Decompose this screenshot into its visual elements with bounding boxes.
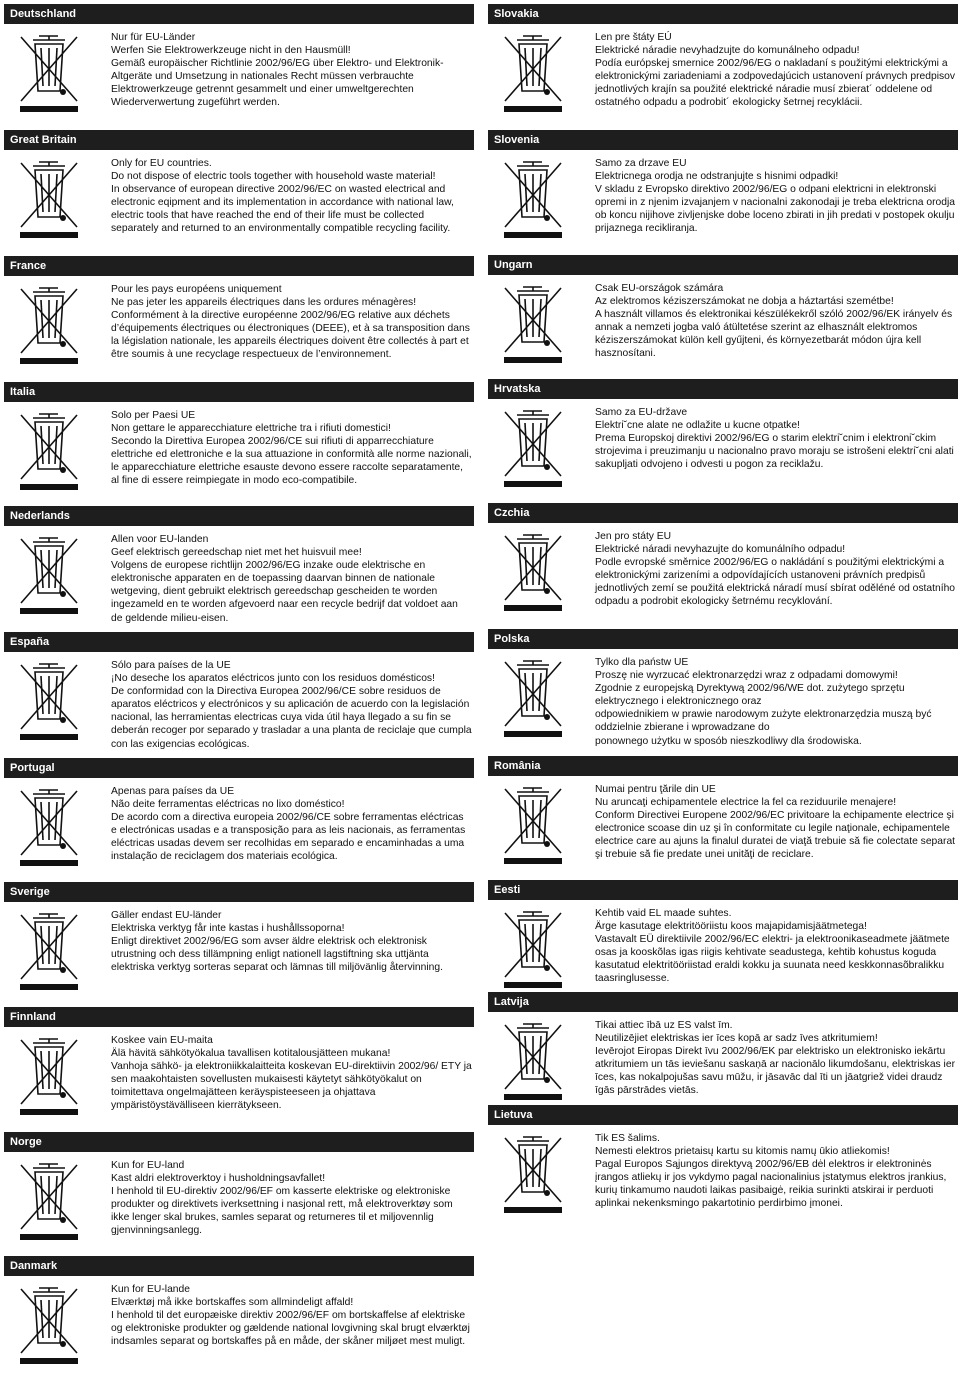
section-deutschland bbox=[4, 4, 474, 130]
notice-scope: Tylko dla państw UE bbox=[595, 657, 689, 668]
notice-scope: Kun for EU-land bbox=[111, 1160, 185, 1171]
notice-text bbox=[111, 1283, 472, 1348]
notice-scope: Gäller endast EU-länder bbox=[111, 910, 222, 921]
notice-text bbox=[111, 409, 472, 488]
notice-text bbox=[595, 783, 956, 862]
crossed-out-wheelie-bin-icon bbox=[16, 283, 82, 365]
country-header: Czchia bbox=[488, 503, 958, 523]
crossed-out-wheelie-bin-icon bbox=[500, 1132, 566, 1214]
section-body bbox=[4, 902, 474, 1007]
crossed-out-wheelie-bin-icon bbox=[16, 659, 82, 741]
section-polska bbox=[488, 629, 958, 756]
crossed-out-wheelie-bin-icon bbox=[16, 533, 82, 615]
section-body bbox=[4, 1152, 474, 1256]
section-body bbox=[4, 1276, 474, 1382]
country-header: France bbox=[4, 256, 474, 276]
notice-scope: Sólo para países de la UE bbox=[111, 660, 231, 671]
section-latvija bbox=[488, 992, 958, 1105]
notice-warning: Non gettare le apparecchiature elettriche tra i rifiuti domestici! bbox=[111, 423, 391, 435]
notice-directive: Zgodnie z europejską Dyrektywą 2002/96/WE dot. zużytego sprzętu elektrycznego i elektronicznego oraz bbox=[595, 683, 905, 708]
country-header: Norge bbox=[4, 1132, 474, 1152]
notice-directive: De conformidad con la Directiva Europea 2002/96/CE sobre residuos de aparatos eléctricos y electrónicos y su aplicación de acuerdo con la legislación nacional, las herramientas electricas cuya vida útil haya llegado a su fin se deberán recoger por separado y trasladar a una planta de reciclaje que cumpla con las exigencias ecológicas. bbox=[111, 686, 472, 750]
notice-warning: Nemesti elektros prietaisų kartu su kitomis namų ūkio atliekomis! bbox=[595, 1146, 890, 1158]
country-header: Great Britain bbox=[4, 130, 474, 150]
notice-warning: Não deite ferramentas eléctricas no lixo doméstico! bbox=[111, 799, 345, 811]
section-body bbox=[488, 523, 958, 629]
section-espana bbox=[4, 632, 474, 758]
crossed-out-wheelie-bin-icon bbox=[500, 530, 566, 612]
notice-directive: Conformément à la directive européenne 2002/96/EG relative aux déchets d’équipements électriques ou électroniques (DEEE), et à sa transposition dans la législation nationale, les appareils électriques doivent être collectés à part et être soumis à une recyclage respectueux de l’environnement. bbox=[111, 310, 470, 361]
notice-directive: Podía európskej smernice 2002/96/EG o nakladaní s použitými elektrickými a elektronickými zariadeniami a zodpovedajúcich ustanovení právnych predpisov jednotlivých krajín sa použité elektrické náradie musí zbierat´ oddelene od ostatného odpadu a podrobit´ ekologicky šetrnej recyklácii. bbox=[595, 58, 956, 109]
crossed-out-wheelie-bin-icon bbox=[500, 282, 566, 364]
notice-text bbox=[595, 282, 956, 361]
notice-directive: odpowiednikiem w prawie narodowym zużyte elektronarzędzia muszą być oddzielnie zbierane i wprowadzane do bbox=[595, 709, 932, 734]
notice-warning: Proszę nie wyrzucać elektronarzędzi wraz z odpadami domowymi! bbox=[595, 670, 898, 682]
section-body bbox=[488, 776, 958, 880]
section-body bbox=[4, 1027, 474, 1132]
notice-warning: ¡No deseche los aparatos eléctricos junto con los residuos domésticos! bbox=[111, 673, 435, 685]
section-nederlands bbox=[4, 506, 474, 632]
notice-scope: Apenas para países da UE bbox=[111, 786, 235, 797]
country-header: Finnland bbox=[4, 1007, 474, 1027]
section-body bbox=[4, 778, 474, 882]
notice-directive: Podle evropské směrnice 2002/96/EG o nakládání s použitými elektrickými a elektronickými zarizeními a odpovídajících ustanoveni právních predpisů jednotlivých zemí se použitá elektrická náradí musí sbírat oděléné od ostatního odpadu a podrobit ekologicky šetrnému recyklování. bbox=[595, 557, 956, 608]
section-body bbox=[488, 900, 958, 992]
notice-text bbox=[595, 31, 956, 110]
crossed-out-wheelie-bin-icon bbox=[16, 785, 82, 867]
notice-warning: Elektricnega orodja ne odstranjujte s hisnimi odpadki! bbox=[595, 171, 839, 183]
section-finnland bbox=[4, 1007, 474, 1132]
notice-scope: Jen pro státy EU bbox=[595, 531, 672, 542]
notice-scope: Tik ES šalims. bbox=[595, 1133, 660, 1144]
notice-text bbox=[111, 785, 472, 864]
section-body bbox=[4, 24, 474, 130]
notice-text bbox=[111, 157, 472, 236]
country-header: Italia bbox=[4, 382, 474, 402]
notice-warning: Werfen Sie Elektrowerkzeuge nicht in den Hausmüll! bbox=[111, 45, 351, 57]
section-romania bbox=[488, 756, 958, 880]
notice-scope: Allen voor EU-landen bbox=[111, 534, 209, 545]
notice-scope: Kun for EU-lande bbox=[111, 1284, 190, 1295]
notice-warning: Nu aruncaţi echipamentele electrice la fel ca reziduurile menajere! bbox=[595, 797, 897, 809]
section-danmark bbox=[4, 1256, 474, 1382]
notice-directive: Pagal Europos Sąjungos direktyvą 2002/96/EB dėl elektros ir elektroninės įrangos atliekų ir jos vykdymo pagal nacionalinius įstatymus elektros įrankius, kurių tinkamumo naudoti laikas pasibaigė, reikia surinkti atskirai ir perduoti aplinkai nekenksmingo pakartotinio perdirbimo įmonei. bbox=[595, 1159, 947, 1210]
crossed-out-wheelie-bin-icon bbox=[500, 157, 566, 239]
notice-text bbox=[111, 1159, 472, 1238]
country-header: Hrvatska bbox=[488, 379, 958, 399]
notice-text bbox=[595, 1132, 956, 1211]
notice-scope: Tikai attiec ībā uz ES valst īm. bbox=[595, 1020, 733, 1031]
crossed-out-wheelie-bin-icon bbox=[16, 409, 82, 491]
notice-scope: Samo za drzave EU bbox=[595, 158, 687, 169]
notice-directive: Conform Directivei Europene 2002/96/EC privitoare la echipamente electrice şi electronice scoase din uz şi în conformitate cu legile naţionale, echipamentele electrice care au ajuns la finalul duratei de viaţă trebuie să fie colectate separat şi trebuie să fie predate unei unităţi de reciclare. bbox=[595, 810, 956, 861]
crossed-out-wheelie-bin-icon bbox=[500, 406, 566, 488]
section-body bbox=[488, 1012, 958, 1105]
notice-directive: Ievērojot Eiropas Direkt īvu 2002/96/EK par elektrisko un elektronisko iekārtu atkritumiem un tās ieviešanu saskaņā ar nacionālo likumdošanu, elektriskas ier īces, kas nokalpojušas savu mūžu, ir jāsavāc dal īti un jāatgriež videi draudz īgās pārstrādes vietās. bbox=[595, 1046, 955, 1097]
crossed-out-wheelie-bin-icon bbox=[500, 783, 566, 865]
country-header: Deutschland bbox=[4, 4, 474, 24]
section-portugal bbox=[4, 758, 474, 882]
section-norge bbox=[4, 1132, 474, 1256]
section-body bbox=[4, 276, 474, 382]
notice-warning: Elektriska verktyg får inte kastas i hushållssoporna! bbox=[111, 923, 345, 935]
notice-text bbox=[111, 1034, 472, 1113]
section-ungarn bbox=[488, 255, 958, 379]
notice-warning: Elværktøj må ikke bortskaffes som allmindeligt affald! bbox=[111, 1297, 354, 1309]
section-great-britain bbox=[4, 130, 474, 256]
country-header: Polska bbox=[488, 629, 958, 649]
left-column bbox=[4, 4, 474, 1382]
notice-warning: Elektri˘cne alate ne odlažite u kucne otpatke! bbox=[595, 420, 800, 432]
section-body bbox=[488, 399, 958, 503]
section-italia bbox=[4, 382, 474, 506]
section-body bbox=[488, 275, 958, 379]
section-eesti bbox=[488, 880, 958, 992]
notice-directive: I henhold til EU-direktiv 2002/96/EF om kasserte elektriske og elektroniske produkter og direktivets iverksettning i nasjonal rett, må elektroverktøy som ikke lenger skal brukes, samles separat og returneres til et miljovennlig gjenvinningsanlegg. bbox=[111, 1186, 453, 1237]
notice-directive: I henhold til det europæiske direktiv 2002/96/EF om bortskaffelse af elektriske og elektroniske produkter og gældende national lovgivning skal brugt elværktøj indsamles separat og bortskaffes på en måde, der skåner miljøet mest muligt. bbox=[111, 1310, 470, 1348]
section-body bbox=[4, 652, 474, 758]
country-header: Portugal bbox=[4, 758, 474, 778]
notice-text bbox=[111, 533, 472, 625]
notice-warning: Ärge kasutage elektritööriistu koos majapidamisjäätmetega! bbox=[595, 921, 867, 933]
notice-warning: Elektrické náradie nevyhadzujte do komunálneho odpadu! bbox=[595, 45, 860, 57]
section-czchia bbox=[488, 503, 958, 629]
notice-text bbox=[111, 283, 472, 362]
notice-text bbox=[595, 406, 956, 471]
country-header: España bbox=[4, 632, 474, 652]
section-sverige bbox=[4, 882, 474, 1007]
notice-warning: Elektrické náradi nevyhazujte do komunálního odpadu! bbox=[595, 544, 846, 556]
notice-scope: Only for EU countries. bbox=[111, 158, 212, 169]
section-hrvatska bbox=[488, 379, 958, 503]
notice-directive: V skladu z Evropsko direktivo 2002/96/EG o odpani elektricni in elektronski opremi in z njenim izvajanjem v nacionalni zakonodaji je treba elektricna orodja ob koncu nijihove zivljenjske dobe loceno zbirati in jih predati v postopek okulju prijaznega recikliranja. bbox=[595, 184, 956, 235]
notice-text bbox=[595, 907, 956, 986]
country-header: Nederlands bbox=[4, 506, 474, 526]
notice-scope: Samo za EU-države bbox=[595, 407, 688, 418]
section-france bbox=[4, 256, 474, 382]
notice-warning: Geef elektrisch gereedschap niet met het huisvuil mee! bbox=[111, 547, 362, 559]
notice-warning: Neutilizējiet elektriskas ier īces kopā ar sadz īves atkritumiem! bbox=[595, 1033, 878, 1045]
notice-text bbox=[595, 530, 956, 609]
notice-text bbox=[111, 31, 472, 110]
notice-directive: Prema Europskoj direktivi 2002/96/EG o starim elektri˘cnim i elektroni˘ckim strojevima i preuzimanju u nacionalno pravo moraju se istrošeni elektri˘cni alati sakupljati odvojeno i odvesti u pogon za reciklažu. bbox=[595, 433, 954, 471]
section-body bbox=[488, 24, 958, 130]
notice-text bbox=[111, 909, 472, 974]
crossed-out-wheelie-bin-icon bbox=[16, 1159, 82, 1241]
notice-directive: Volgens de europese richtlijn 2002/96/EG inzake oude elektrische en elektronische apparaten en de toepassing daarvan binnen de nationale wetgeving, dient gebruikt elektrisch gereedschap gescheiden te worden ingezameld en te worden afgevoerd naar een recycle bedrijf dat voldoet aan de geldende milieu-eisen. bbox=[111, 560, 458, 624]
notice-directive: Gemäß europäischer Richtlinie 2002/96/EG über Elektro- und Elektronik-Altgeräte und Umsetzung in nationales Recht müssen verbrauchte Elektrowerkzeuge getrennt gesammelt und einer umweltgerechten Wiederverwertung zugeführt werden. bbox=[111, 58, 444, 109]
notice-warning: Kast aldri elektroverktoy i husholdningsavfallet! bbox=[111, 1173, 326, 1185]
section-body bbox=[488, 150, 958, 255]
section-slovakia bbox=[488, 4, 958, 130]
notice-directive: In observance of european directive 2002/96/EC on wasted electrical and electronic eqipment and its implementation in accordance with national law, electric tools that have reached the end of their life must be collected separately and returned to an environmentally compatible recycling facility. bbox=[111, 184, 454, 235]
notice-text bbox=[111, 659, 472, 751]
notice-directive: Secondo la Direttiva Europea 2002/96/CE sui rifiuti di apparrecchiature elettriche ed elettroniche e la sua attuazione in conformità alle norme nazionali, le apparecchiature elettriche esauste devono essere raccolte separatamente, al fine di essere reimpiegate in modo eco-compatibile. bbox=[111, 436, 472, 487]
notice-text bbox=[595, 157, 956, 236]
notice-text bbox=[595, 656, 956, 748]
notice-scope: Nur für EU-Länder bbox=[111, 32, 196, 43]
crossed-out-wheelie-bin-icon bbox=[500, 1019, 566, 1101]
notice-warning: Älä hävitä sähkötyökalua tavallisen kotitalousjätteen mukana! bbox=[111, 1048, 391, 1060]
notice-scope: Numai pentru ţările din UE bbox=[595, 784, 716, 795]
notice-scope: Koskee vain EU-maita bbox=[111, 1035, 213, 1046]
country-header: Sverige bbox=[4, 882, 474, 902]
notice-directive: Vastavalt EÜ direktiivile 2002/96/EC elektri- ja elektroonikaseadmete jäätmete osas ja kooskõlas igas riigis kehtivate seadustega, kehtib kohustus koguda kasutatud elektritööriistad eraldi kokku ja suunata need keskkonnasõbralikku taasringlusesse. bbox=[595, 934, 950, 985]
crossed-out-wheelie-bin-icon bbox=[16, 1034, 82, 1116]
notice-scope: Pour les pays européens uniquement bbox=[111, 284, 282, 295]
crossed-out-wheelie-bin-icon bbox=[500, 907, 566, 989]
section-slovenia bbox=[488, 130, 958, 255]
notice-scope: Csak EU-országok számára bbox=[595, 283, 724, 294]
section-lietuva bbox=[488, 1105, 958, 1235]
notice-warning: Az elektromos kéziszerszámokat ne dobja a háztartási szemétbe! bbox=[595, 296, 894, 308]
section-body bbox=[4, 526, 474, 632]
crossed-out-wheelie-bin-icon bbox=[16, 909, 82, 991]
notice-directive: A használt villamos és elektronikai készülékekről szóló 2002/96/EK irányelv és annak a nemzeti jogba való átültetése szerint az elhasznált elektromos kéziszerszámokat külön kell gyűjteni, és környezetbarát módon újra kell hasznosítani. bbox=[595, 309, 953, 360]
crossed-out-wheelie-bin-icon bbox=[16, 157, 82, 239]
section-body bbox=[488, 1125, 958, 1235]
country-header: Latvija bbox=[488, 992, 958, 1012]
country-header: Lietuva bbox=[488, 1105, 958, 1125]
country-header: Danmark bbox=[4, 1256, 474, 1276]
country-header: Ungarn bbox=[488, 255, 958, 275]
crossed-out-wheelie-bin-icon bbox=[500, 656, 566, 738]
section-body bbox=[4, 150, 474, 256]
notice-warning: Ne pas jeter les appareils électriques dans les ordures ménagères! bbox=[111, 297, 417, 309]
section-body bbox=[488, 649, 958, 756]
section-body bbox=[4, 402, 474, 506]
country-header: Eesti bbox=[488, 880, 958, 900]
notice-scope: Kehtib vaid EL maade suhtes. bbox=[595, 908, 732, 919]
notice-warning: Do not dispose of electric tools together with household waste material! bbox=[111, 171, 436, 183]
notice-directive: De acordo com a directiva europeia 2002/96/CE sobre ferramentas eléctricas e electrónicas usadas e a transposição para as leis nacionais, as ferramentas eléctricas usadas devem ser recolhidas em separado e encaminhadas a uma instalação de reciclagem dos materiais ecológica. bbox=[111, 812, 466, 863]
crossed-out-wheelie-bin-icon bbox=[16, 1283, 82, 1365]
notice-scope: Len pre štáty EÚ bbox=[595, 32, 672, 43]
country-header: Slovenia bbox=[488, 130, 958, 150]
notice-directive: Vanhoja sähkö- ja elektroniikkalaitteita koskevan EU-direktiivin 2002/96/ ETY ja sen maakohtaisten sovellusten mukaisesti käytetyt sähkötyökalut on toimitettava ongelmajätteen keräyspisteeseen ja ohjattava ympäristöystävälliseen kierrätykseen. bbox=[111, 1061, 472, 1112]
right-column bbox=[488, 4, 958, 1235]
notice-directive: Enligt direktivet 2002/96/EG som avser äldre elektrisk och elektronisk utrustning och dess tillämpning enligt nationell lagstiftning ska uttjänta elektriska verktyg sorteras separat och lämnas till miljövänlig återvinning. bbox=[111, 936, 443, 974]
notice-scope: Solo per Paesi UE bbox=[111, 410, 196, 421]
country-header: Slovakia bbox=[488, 4, 958, 24]
notice-directive: ponownego użytku w sposób nieszkodliwy dla środowiska. bbox=[595, 735, 862, 747]
crossed-out-wheelie-bin-icon bbox=[16, 31, 82, 113]
country-header: România bbox=[488, 756, 958, 776]
notice-text bbox=[595, 1019, 956, 1098]
crossed-out-wheelie-bin-icon bbox=[500, 31, 566, 113]
